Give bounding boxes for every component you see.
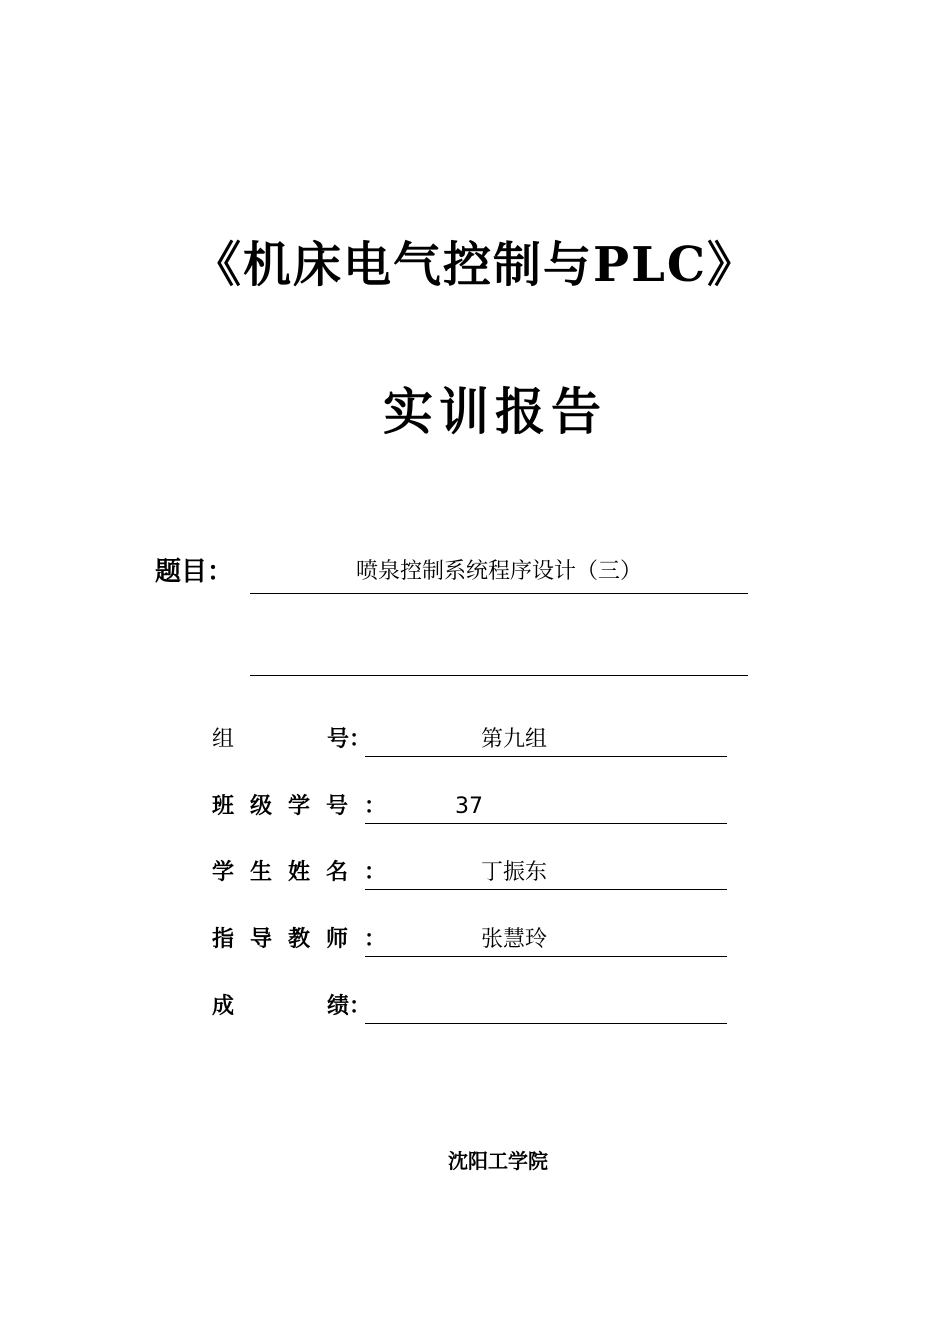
group-label-first: 组 — [212, 727, 235, 752]
group-underline — [365, 756, 727, 757]
report-type-title: 实训报告 — [383, 382, 607, 441]
group-value: 第九组 — [481, 727, 548, 752]
instructor-value: 张慧玲 — [481, 927, 548, 952]
class-number-underline — [365, 823, 727, 824]
grade-label-first: 成 — [212, 994, 235, 1019]
class-number-label: 班级学号： — [212, 794, 403, 819]
group-label-last: 号： — [327, 727, 372, 752]
instructor-underline — [365, 956, 727, 957]
topic-label: 题目： — [155, 557, 234, 587]
topic-value: 喷泉控制系统程序设计（三） — [355, 559, 642, 584]
report-course-title: 《机床电气控制与PLC》 — [192, 237, 758, 293]
student-name-underline — [365, 889, 727, 890]
grade-label-last: 绩： — [327, 994, 372, 1019]
institution-name: 沈阳工学院 — [448, 1149, 548, 1173]
student-name-label: 学生姓名： — [212, 860, 403, 885]
student-name-value: 丁振东 — [481, 860, 548, 885]
topic-underline — [250, 593, 748, 594]
topic-second-underline — [250, 675, 748, 676]
class-number-value: 37 — [455, 794, 483, 819]
grade-underline — [365, 1023, 727, 1024]
instructor-label: 指导教师： — [212, 927, 403, 952]
